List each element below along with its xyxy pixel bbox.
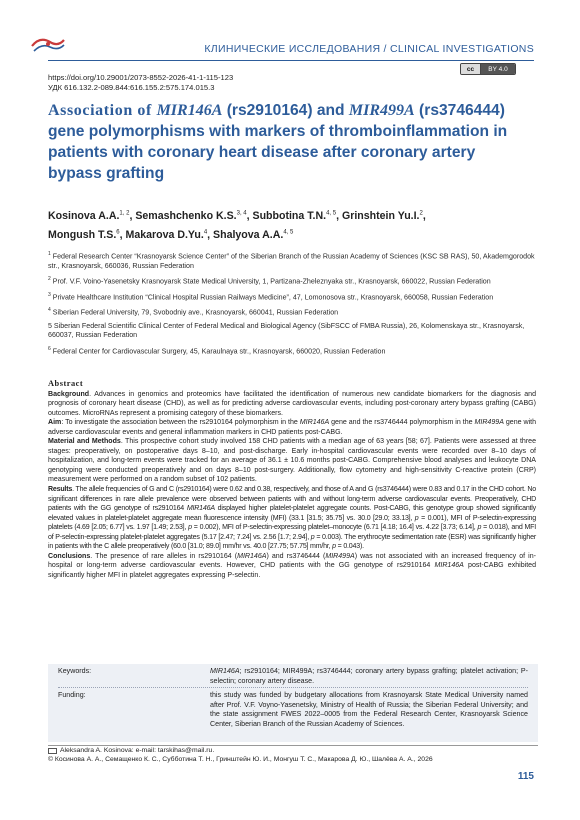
affiliation-item: $^3$ Private Healthcare Institution “Clinical Hospital Russian Railways Medicine”, 47, Lomonosova str., Krasnoyarsk, 660058, Russian Federation xyxy=(48,291,494,302)
affiliation-list xyxy=(48,250,536,360)
title-part-2: (rs2910164) and xyxy=(222,102,349,119)
cc-license-badge[interactable] xyxy=(460,63,516,75)
affiliation-item: $^2$ Prof. V.F. Voino-Yasenetsky Krasnoyarsk State Medical University, 1, Partizana-Zheleznyaka str., Krasnoyarsk, 660022, Russian Federation xyxy=(48,276,491,286)
contact-email[interactable]: Aleksandra A. Kosinova: e-mail: tarskihas@mail.ru. xyxy=(60,747,215,754)
doi-link[interactable]: https://doi.org/10.29001/2073-8552-2026-41-1-115-123 xyxy=(48,73,234,82)
abstract-results: Results. The allele frequencies of G and C (rs2910164) were 0.62 and 0.38, respectively, and those of A and G (rs3746444) were 0.83 and 0.17 in the CHD cohort. No significant differences in rare allele prevalence were observed between patients with and without long-term adverse cardiovascular events. Preoperatively, CHD patients with the GG genotype of rs2910164 MIR146A displayed higher platelet-platelet aggregate counts. Post-CABG, this genotype group showed significantly elevated values in platelet-platelet aggregate mean fluorescence intensity (MFI) (33.1 [31.5; 35.75] vs. 30.0 [29.0; 33.13], p = 0.001), MFI of P-selectin-expressing platelets (4.69 [2.05; 6.77] vs. 1.97 [1.49; 2.53], p = 0.002), MFI of P-selectin-expressing platelet–monocyte (6.71 [4.18; 16.4] vs. 4.22 [3.73; 6.14], p = 0.018), and MFI of P-selectin-expressing platelet-platelet aggregates (5.17 [2.47; 7.24] vs. 2.56 [1.7; 2.94], p = 0.003). The erythrocyte sedimentation rate (ESR) was significantly higher in patients with the C allele preoperatively (60.0 [31.0; 89.0] mm/hr vs. 40.0 [27.75; 57.75] mm/hr, p = 0.043). xyxy=(48,486,537,551)
copyright-line: © Косинова А. А., Семащенко К. С., Субботина Т. Н., Гринштейн Ю. И., Монгуш Т. С., Макарова Д. Ю., Шалёва А. А., 2026 xyxy=(48,756,433,763)
corresponding-author xyxy=(48,747,214,754)
author: Mongush T.S.$^6$, xyxy=(48,229,126,242)
journal-section-title: КЛИНИЧЕСКИЕ ИССЛЕДОВАНИЯ / CLINICAL INVESTIGATIONS xyxy=(204,43,534,55)
title-gene-2: MIR499A xyxy=(348,102,415,119)
affiliation-item: $^1$ Federal Research Center “Krasnoyarsk Science Center” of the Siberian Branch of the Russian Academy of Sciences (KSC SB RAS), 50, Akademgorodok str., Krasnoyarsk, 660036, Russian Federation xyxy=(48,251,535,270)
author: Makarova D.Yu.$^4$, xyxy=(125,229,214,242)
license-label: BY 4.0 xyxy=(481,64,515,74)
page-number: 115 xyxy=(517,771,534,782)
author: Shalyova A.A.$^{4, 5}$ xyxy=(213,229,294,242)
keywords-label: Keywords: xyxy=(58,667,92,675)
article-title xyxy=(48,100,528,184)
abstract-conclusions: Conclusions. The presence of rare alleles in rs2910164 (MIR146A) and rs3746444 (MIR499A) was not associated with an increased frequency of in-hospital or long-term adverse cardiovascular events. However, CHD patients with the GG genotype of rs2910164 MIR146A post-CABG exhibited significantly higher MFI in platelet aggregates expressing P-selectin. xyxy=(48,552,537,579)
cc-icon: cc xyxy=(461,64,481,74)
box-divider xyxy=(58,687,528,688)
title-gene-1: MIR146A xyxy=(156,102,223,119)
author: Subbotina T.N.$^{4, 5}$, xyxy=(252,209,342,222)
footer-divider xyxy=(48,745,538,746)
abstract-aim: Aim: To investigate the association between the rs2910164 polymorphism in the MIR146A gene and the rs3746444 polymorphism in the MIR499A gene with adverse cardiovascular events and general inflammation markers in CHD patients post-CABG. xyxy=(48,419,537,436)
affiliation-item: $^6$ Federal Center for Cardiovascular Surgery, 45, Karaulnaya str., Krasnoyarsk, 660020, Russian Federation xyxy=(48,345,386,355)
abstract-background: Background. Advances in genomics and proteomics have facilitated the identification of numerous new candidate biomarkers for the diagnosis and prognosis of coronary heart disease (CHD), as well as for predicting adverse cardiovascular events, including post-coronary artery bypass grafting (CABG) outcomes. MicroRNAs represent a promising category of these biomarkers. xyxy=(48,390,536,417)
affiliation-item: $^4$ Siberian Federal University, 79, Svobodniy ave., Krasnoyarsk, 660041, Russian Federation xyxy=(48,307,339,317)
abstract xyxy=(48,379,536,580)
author: Semashchenko K.S.$^{3, 4}$, xyxy=(135,209,253,222)
journal-logo-icon xyxy=(28,32,68,58)
title-part-1: Association of xyxy=(48,102,157,119)
abstract-methods: Material and Methods. This prospective cohort study involved 158 CHD patients with a median age of 63 years [58; 67]. Patients were assessed at three stages: preoperatively, on postoperative days 8–10, and post-discharge. Early in-hospital cardiovascular events were recorded over 8–10 days of hospitalization, and long-term events were tracked for an average of 36.1 ± 10.6 months post-CABG. Comprehensive blood analyses and leukocyte DNA genotyping were conducted preoperatively and on days 8–10 post-surgery. Additionally, flow cytometry and high-sensitivity C-reactive protein (CRP) measurement were performed on a random subset of 102 patients. xyxy=(48,438,537,484)
envelope-icon xyxy=(48,748,57,754)
keywords-value: MIR146A; rs2910164; MIR499A; rs3746444; coronary artery bypass grafting; platelet activation; P-selectin; coronary artery disease. xyxy=(210,667,528,685)
abstract-heading: Abstract xyxy=(48,379,84,388)
funding-label: Funding: xyxy=(58,691,86,699)
funding-value: this study was funded by budgetary allocations from Krasnoyarsk State Medical University named after Prof. V.F. Voyno-Yasenetsky, Ministry of Health of Russia; the Siberian Federal University; and the state assignment FWES 2022–0005 from the Federal Research Center, Krasnoyarsk Science Center, Siberian Branch of the Russian Academy of Sciences. xyxy=(210,691,528,728)
author-list xyxy=(48,205,528,244)
author: Kosinova A.A.$^{1, 2}$, xyxy=(48,209,136,222)
header-divider xyxy=(48,60,534,61)
udk-code: УДК 616.132.2-089.844:616.155.2:575.174.015.3 xyxy=(48,83,215,92)
title-part-3: (rs3746444) gene polymorphisms with markers of thromboinflammation in patients with coronary heart disease after coronary artery bypass grafting xyxy=(48,102,508,182)
affiliation-item: 5 Siberian Federal Scientific Clinical Center of Federal Medical and Biological Agency (SibFSCC of FMBA Russia), 26, Kolomenskaya str., Krasnoyarsk, 660037, Russian Federation xyxy=(48,321,525,340)
author: Grinshtein Yu.I.$^2$, xyxy=(341,209,426,222)
